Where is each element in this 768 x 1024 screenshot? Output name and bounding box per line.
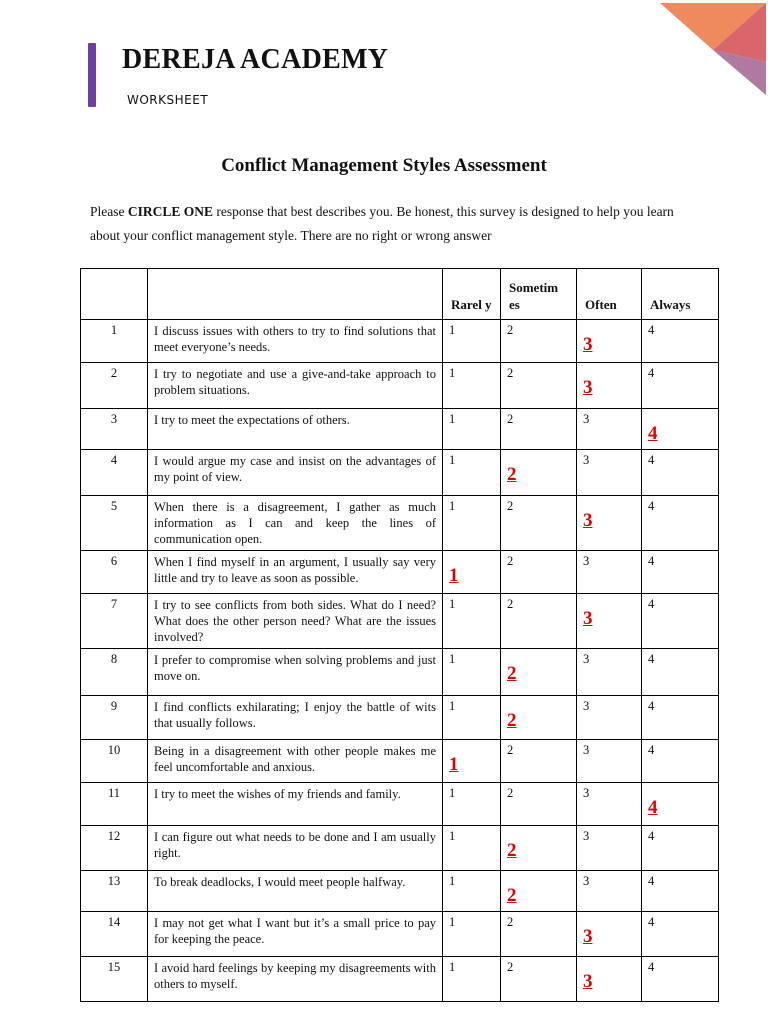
selected-option[interactable]: 4 <box>642 783 719 826</box>
statement: I avoid hard feelings by keeping my disagreements with others to myself. <box>148 957 443 1002</box>
selected-option[interactable]: 2 <box>501 696 577 740</box>
row-number: 9 <box>81 696 148 740</box>
response-option[interactable]: 1 <box>443 594 501 649</box>
response-option[interactable]: 3 <box>577 696 642 740</box>
table-row <box>81 409 719 450</box>
selected-option[interactable]: 4 <box>642 409 719 450</box>
response-option[interactable]: 4 <box>642 363 719 409</box>
selected-option[interactable]: 3 <box>577 957 642 1002</box>
row-number: 8 <box>81 649 148 696</box>
response-option[interactable]: 3 <box>577 871 642 912</box>
selected-option[interactable]: 2 <box>501 871 577 912</box>
selected-option[interactable]: 2 <box>501 649 577 696</box>
response-option[interactable]: 4 <box>642 826 719 871</box>
table-row <box>81 783 719 826</box>
response-option[interactable]: 4 <box>642 696 719 740</box>
response-option[interactable]: 1 <box>443 696 501 740</box>
row-number: 6 <box>81 551 148 594</box>
header-rarely: Rarel y <box>443 269 501 320</box>
response-option[interactable]: 1 <box>443 783 501 826</box>
statement: I try to meet the wishes of my friends and family. <box>148 783 443 826</box>
row-number: 1 <box>81 320 148 363</box>
instructions-emphasis: CIRCLE ONE <box>127 204 214 219</box>
selected-option[interactable]: 2 <box>501 826 577 871</box>
row-number: 10 <box>81 740 148 783</box>
statement: I try to see conflicts from both sides. What do I need? What does the other person need? What are the issues involved? <box>148 594 443 649</box>
response-option[interactable]: 1 <box>443 957 501 1002</box>
statement: I prefer to compromise when solving problems and just move on. <box>148 649 443 696</box>
row-number: 13 <box>81 871 148 912</box>
selected-option[interactable]: 3 <box>577 363 642 409</box>
statement: I try to negotiate and use a give-and-take approach to problem situations. <box>148 363 443 409</box>
response-option[interactable]: 3 <box>577 826 642 871</box>
header-often: Often <box>577 269 642 320</box>
table-row <box>81 450 719 496</box>
response-option[interactable]: 2 <box>501 957 577 1002</box>
statement: I would argue my case and insist on the advantages of my point of view. <box>148 450 443 496</box>
statement: I discuss issues with others to try to find solutions that meet everyone’s needs. <box>148 320 443 363</box>
row-number: 15 <box>81 957 148 1002</box>
table-row <box>81 363 719 409</box>
response-option[interactable]: 1 <box>443 363 501 409</box>
table-row <box>81 912 719 957</box>
response-option[interactable]: 1 <box>443 826 501 871</box>
header-sometimes: Sometim es <box>501 269 577 320</box>
selected-option[interactable]: 3 <box>577 320 642 363</box>
row-number: 4 <box>81 450 148 496</box>
response-option[interactable]: 4 <box>642 912 719 957</box>
response-option[interactable]: 4 <box>642 320 719 363</box>
selected-option[interactable]: 1 <box>443 740 501 783</box>
table-row <box>81 696 719 740</box>
statement: To break deadlocks, I would meet people halfway. <box>148 871 443 912</box>
response-option[interactable]: 2 <box>501 740 577 783</box>
statement: I try to meet the expectations of others. <box>148 409 443 450</box>
table-row <box>81 871 719 912</box>
header-always: Always <box>642 269 719 320</box>
response-option[interactable]: 4 <box>642 740 719 783</box>
response-option[interactable]: 4 <box>642 871 719 912</box>
row-number: 7 <box>81 594 148 649</box>
response-option[interactable]: 1 <box>443 320 501 363</box>
corner-decoration <box>658 0 768 95</box>
table-row <box>81 957 719 1002</box>
row-number: 5 <box>81 496 148 551</box>
response-option[interactable]: 1 <box>443 649 501 696</box>
table-row <box>81 649 719 696</box>
statement: When there is a disagreement, I gather as much information as I can and keep the lines of communication open. <box>148 496 443 551</box>
table-row <box>81 496 719 551</box>
response-option[interactable]: 4 <box>642 594 719 649</box>
statement: I find conflicts exhilarating; I enjoy the battle of wits that usually follows. <box>148 696 443 740</box>
statement: I may not get what I want but it’s a small price to pay for keeping the peace. <box>148 912 443 957</box>
selected-option[interactable]: 3 <box>577 496 642 551</box>
response-option[interactable]: 2 <box>501 594 577 649</box>
table-row <box>81 551 719 594</box>
row-number: 12 <box>81 826 148 871</box>
response-option[interactable]: 2 <box>501 363 577 409</box>
response-option[interactable]: 4 <box>642 450 719 496</box>
selected-option[interactable]: 2 <box>501 450 577 496</box>
header-empty-statement <box>148 269 443 320</box>
response-option[interactable]: 3 <box>577 450 642 496</box>
statement: When I find myself in an argument, I usually say very little and try to leave as soon as possible. <box>148 551 443 594</box>
table-row <box>81 320 719 363</box>
table-row <box>81 826 719 871</box>
selected-option[interactable]: 1 <box>443 551 501 594</box>
response-option[interactable]: 2 <box>501 320 577 363</box>
row-number: 11 <box>81 783 148 826</box>
response-option[interactable]: 4 <box>642 496 719 551</box>
response-option[interactable]: 2 <box>501 912 577 957</box>
row-number: 3 <box>81 409 148 450</box>
response-option[interactable]: 4 <box>642 649 719 696</box>
statement: Being in a disagreement with other people makes me feel uncomfortable and anxious. <box>148 740 443 783</box>
row-number: 14 <box>81 912 148 957</box>
page-title: Conflict Management Styles Assessment <box>221 155 547 176</box>
response-option[interactable]: 3 <box>577 783 642 826</box>
response-option[interactable]: 2 <box>501 551 577 594</box>
response-option[interactable]: 1 <box>443 871 501 912</box>
response-option[interactable]: 2 <box>501 496 577 551</box>
row-number: 2 <box>81 363 148 409</box>
response-option[interactable]: 1 <box>443 912 501 957</box>
table-row <box>81 594 719 649</box>
assessment-table <box>80 268 719 1002</box>
response-option[interactable]: 1 <box>443 496 501 551</box>
instructions <box>90 200 690 248</box>
response-option[interactable]: 1 <box>443 450 501 496</box>
table-row <box>81 740 719 783</box>
selected-option[interactable]: 3 <box>577 594 642 649</box>
accent-bar <box>88 43 96 107</box>
response-option[interactable]: 1 <box>443 409 501 450</box>
statement: I can figure out what needs to be done and I am usually right. <box>148 826 443 871</box>
instructions-prefix: Please <box>90 204 128 219</box>
response-option[interactable]: 3 <box>577 740 642 783</box>
response-option[interactable]: 3 <box>577 551 642 594</box>
header-empty-num <box>81 269 148 320</box>
header-row <box>81 269 719 320</box>
instructions-rest: response that best describes you. Be honest, this survey is designed to help you learn about your conflict management style. There are no right or wrong answer <box>90 204 674 243</box>
response-option[interactable]: 2 <box>501 409 577 450</box>
response-option[interactable]: 4 <box>642 957 719 1002</box>
response-option[interactable]: 3 <box>577 649 642 696</box>
response-option[interactable]: 4 <box>642 551 719 594</box>
response-option[interactable]: 2 <box>501 783 577 826</box>
brand-title: DEREJA ACADEMY <box>122 44 389 75</box>
selected-option[interactable]: 3 <box>577 912 642 957</box>
response-option[interactable]: 3 <box>577 409 642 450</box>
worksheet-label: WORKSHEET <box>127 93 209 107</box>
